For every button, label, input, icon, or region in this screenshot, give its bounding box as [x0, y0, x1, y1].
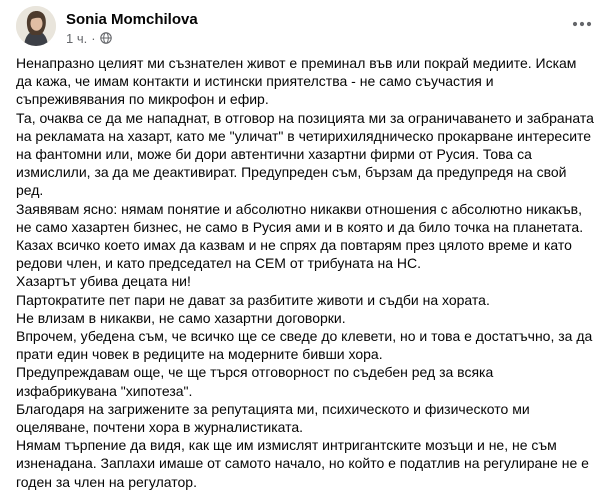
post-paragraph: Партократите пет пари не дават за разбитите животи и съдби на хората. [16, 291, 490, 308]
post-paragraph: Впрочем, убедена съм, че всичко ще се сведе до клевети, но и това е достатъчно, за да прати един човек в редиците на модерните бивши хора. [16, 328, 593, 363]
post-paragraph: Казах всичко което имах да казвам и не спрях да повтарям през цялото време и като редови член, и като председател на СЕМ от трибуната на НС. [16, 237, 572, 272]
post-meta [66, 31, 112, 45]
post-paragraph: Нямам търпение да видя, как ще им измислят интригантските мозъци и не, не съм изненадана. Заплахи имаше от самото начало, но който е податлив на регулиране не е годен за член на регулатор. [16, 437, 589, 490]
post-paragraph: Ненапразно целият ми съзнателен живот е преминал във или покрай медиите. Искам да кажа, че имам контакти и истински приятелства - не само съучастия и съпреживявания по микрофон и ефир. [16, 55, 577, 108]
post-paragraph: Благодаря на загрижените за репутацията ми, психическото и физическото ми оцеляване, почтени хора в журналистиката. [16, 400, 530, 436]
globe-icon[interactable] [100, 32, 112, 44]
post-text [16, 54, 596, 491]
post-paragraph: Заявявам ясно: нямам понятие и абсолютно никакви отношения с абсолютно никакъв, не само хазартен бизнес, не само в Русия ами и в която и да било точка на планетата. [16, 200, 584, 235]
post-timestamp[interactable]: 1 ч. [66, 30, 88, 46]
post-header [16, 6, 594, 50]
post-paragraph: Предупреждавам още, че ще търся отговорност по съдебен ред за всяка изфабрикувана "хипотеза". [16, 364, 494, 399]
post-paragraph: Хазартът убива децата ни! [16, 273, 191, 290]
author-name[interactable]: Sonia Momchilova [66, 11, 198, 28]
post-paragraph: Не влизам в никакви, не само хазартни договорки. [16, 309, 346, 326]
meta-separator: · [91, 30, 96, 46]
avatar[interactable] [16, 6, 56, 46]
more-horizontal-icon [572, 21, 592, 27]
avatar-photo [16, 6, 56, 46]
post-paragraph: Та, очаква се да ме нападнат, в отговор на позицията ми за ограничаването и забраната на рекламата на хазарт, като ме "уличат" в четирихилядническо прокарване интересите на фантомни или, може би дори автентични хазартни фирми от Русия. Това са измислили, за да ме деактивират. Предупреден съм, бързам да предупредя на свой ред. [16, 109, 594, 199]
more-options-button[interactable] [570, 12, 594, 36]
